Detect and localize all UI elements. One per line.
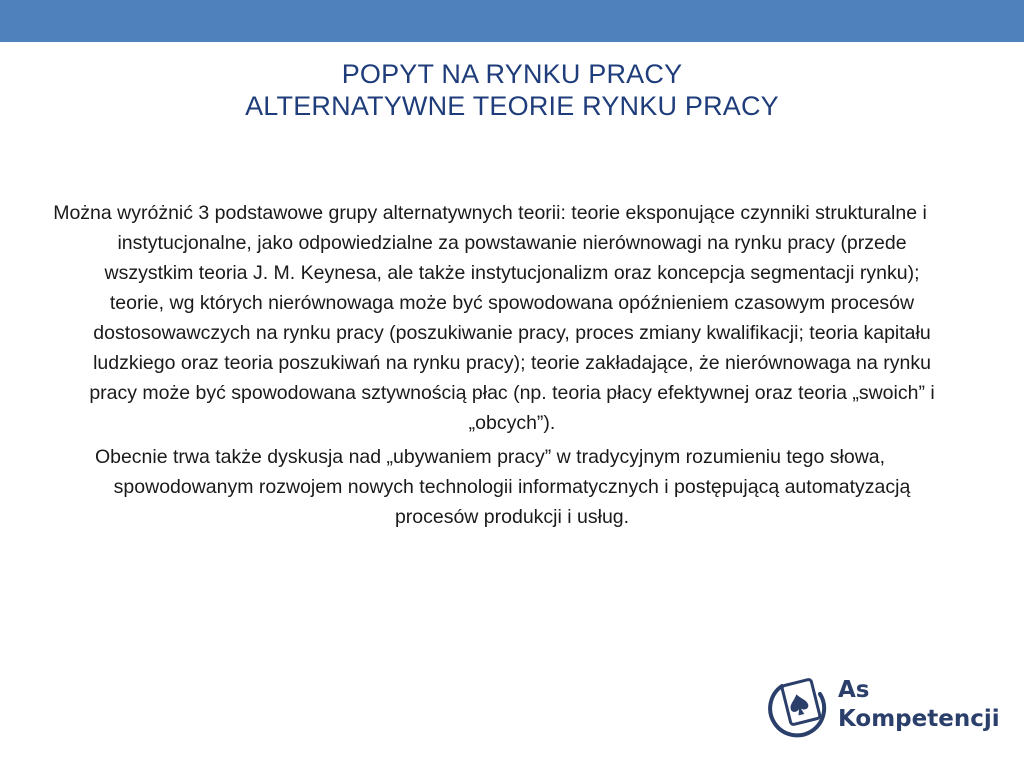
top-accent-bar (0, 0, 1024, 42)
slide-title (0, 58, 1024, 122)
logo-line-2: Kompetencji (838, 706, 1000, 732)
body-paragraph-1: Można wyróżnić 3 podstawowe grupy alternatywnych teorii: teorie eksponujące czynniki strukturalne i instytucjonalne, jako odpowiedzialne za powstawanie nierównowagi na rynku pracy (przede wszystkim teoria J. M. Keynesa, ale także instytucjonalizm oraz koncepcja segmentacji rynku); teorie, wg których nierównowaga może być spowodowana opóźnieniem czasowym procesów dostosowawczych na rynku pracy (poszukiwanie pracy, proces zmiany kwalifikacji; teoria kapitału ludzkiego oraz teoria poszukiwań na rynku pracy); teorie zakładające, że nierównowaga na rynku pracy może być spowodowana sztywnością płac (np. teoria płacy efektywnej oraz teoria „swoich” i „obcych”). (53, 202, 935, 434)
as-kompetencji-logo (768, 672, 998, 742)
body-paragraph-2: Obecnie trwa także dyskusja nad „ubywaniem pracy” w tradycyjnym rozumieniu tego słowa, spowodowanym rozwojem nowych technologii informatycznych i postępującą automatyzacją procesów produkcji i usług. (94, 446, 911, 528)
slide-body (40, 198, 940, 532)
title-line-2: ALTERNATYWNE TEORIE RYNKU PRACY (245, 91, 779, 121)
title-line-1: POPYT NA RYNKU PRACY (341, 59, 683, 89)
logo-line-1: As (838, 677, 870, 703)
spade-card-circle-icon (768, 672, 832, 742)
logo-text (838, 676, 1000, 734)
